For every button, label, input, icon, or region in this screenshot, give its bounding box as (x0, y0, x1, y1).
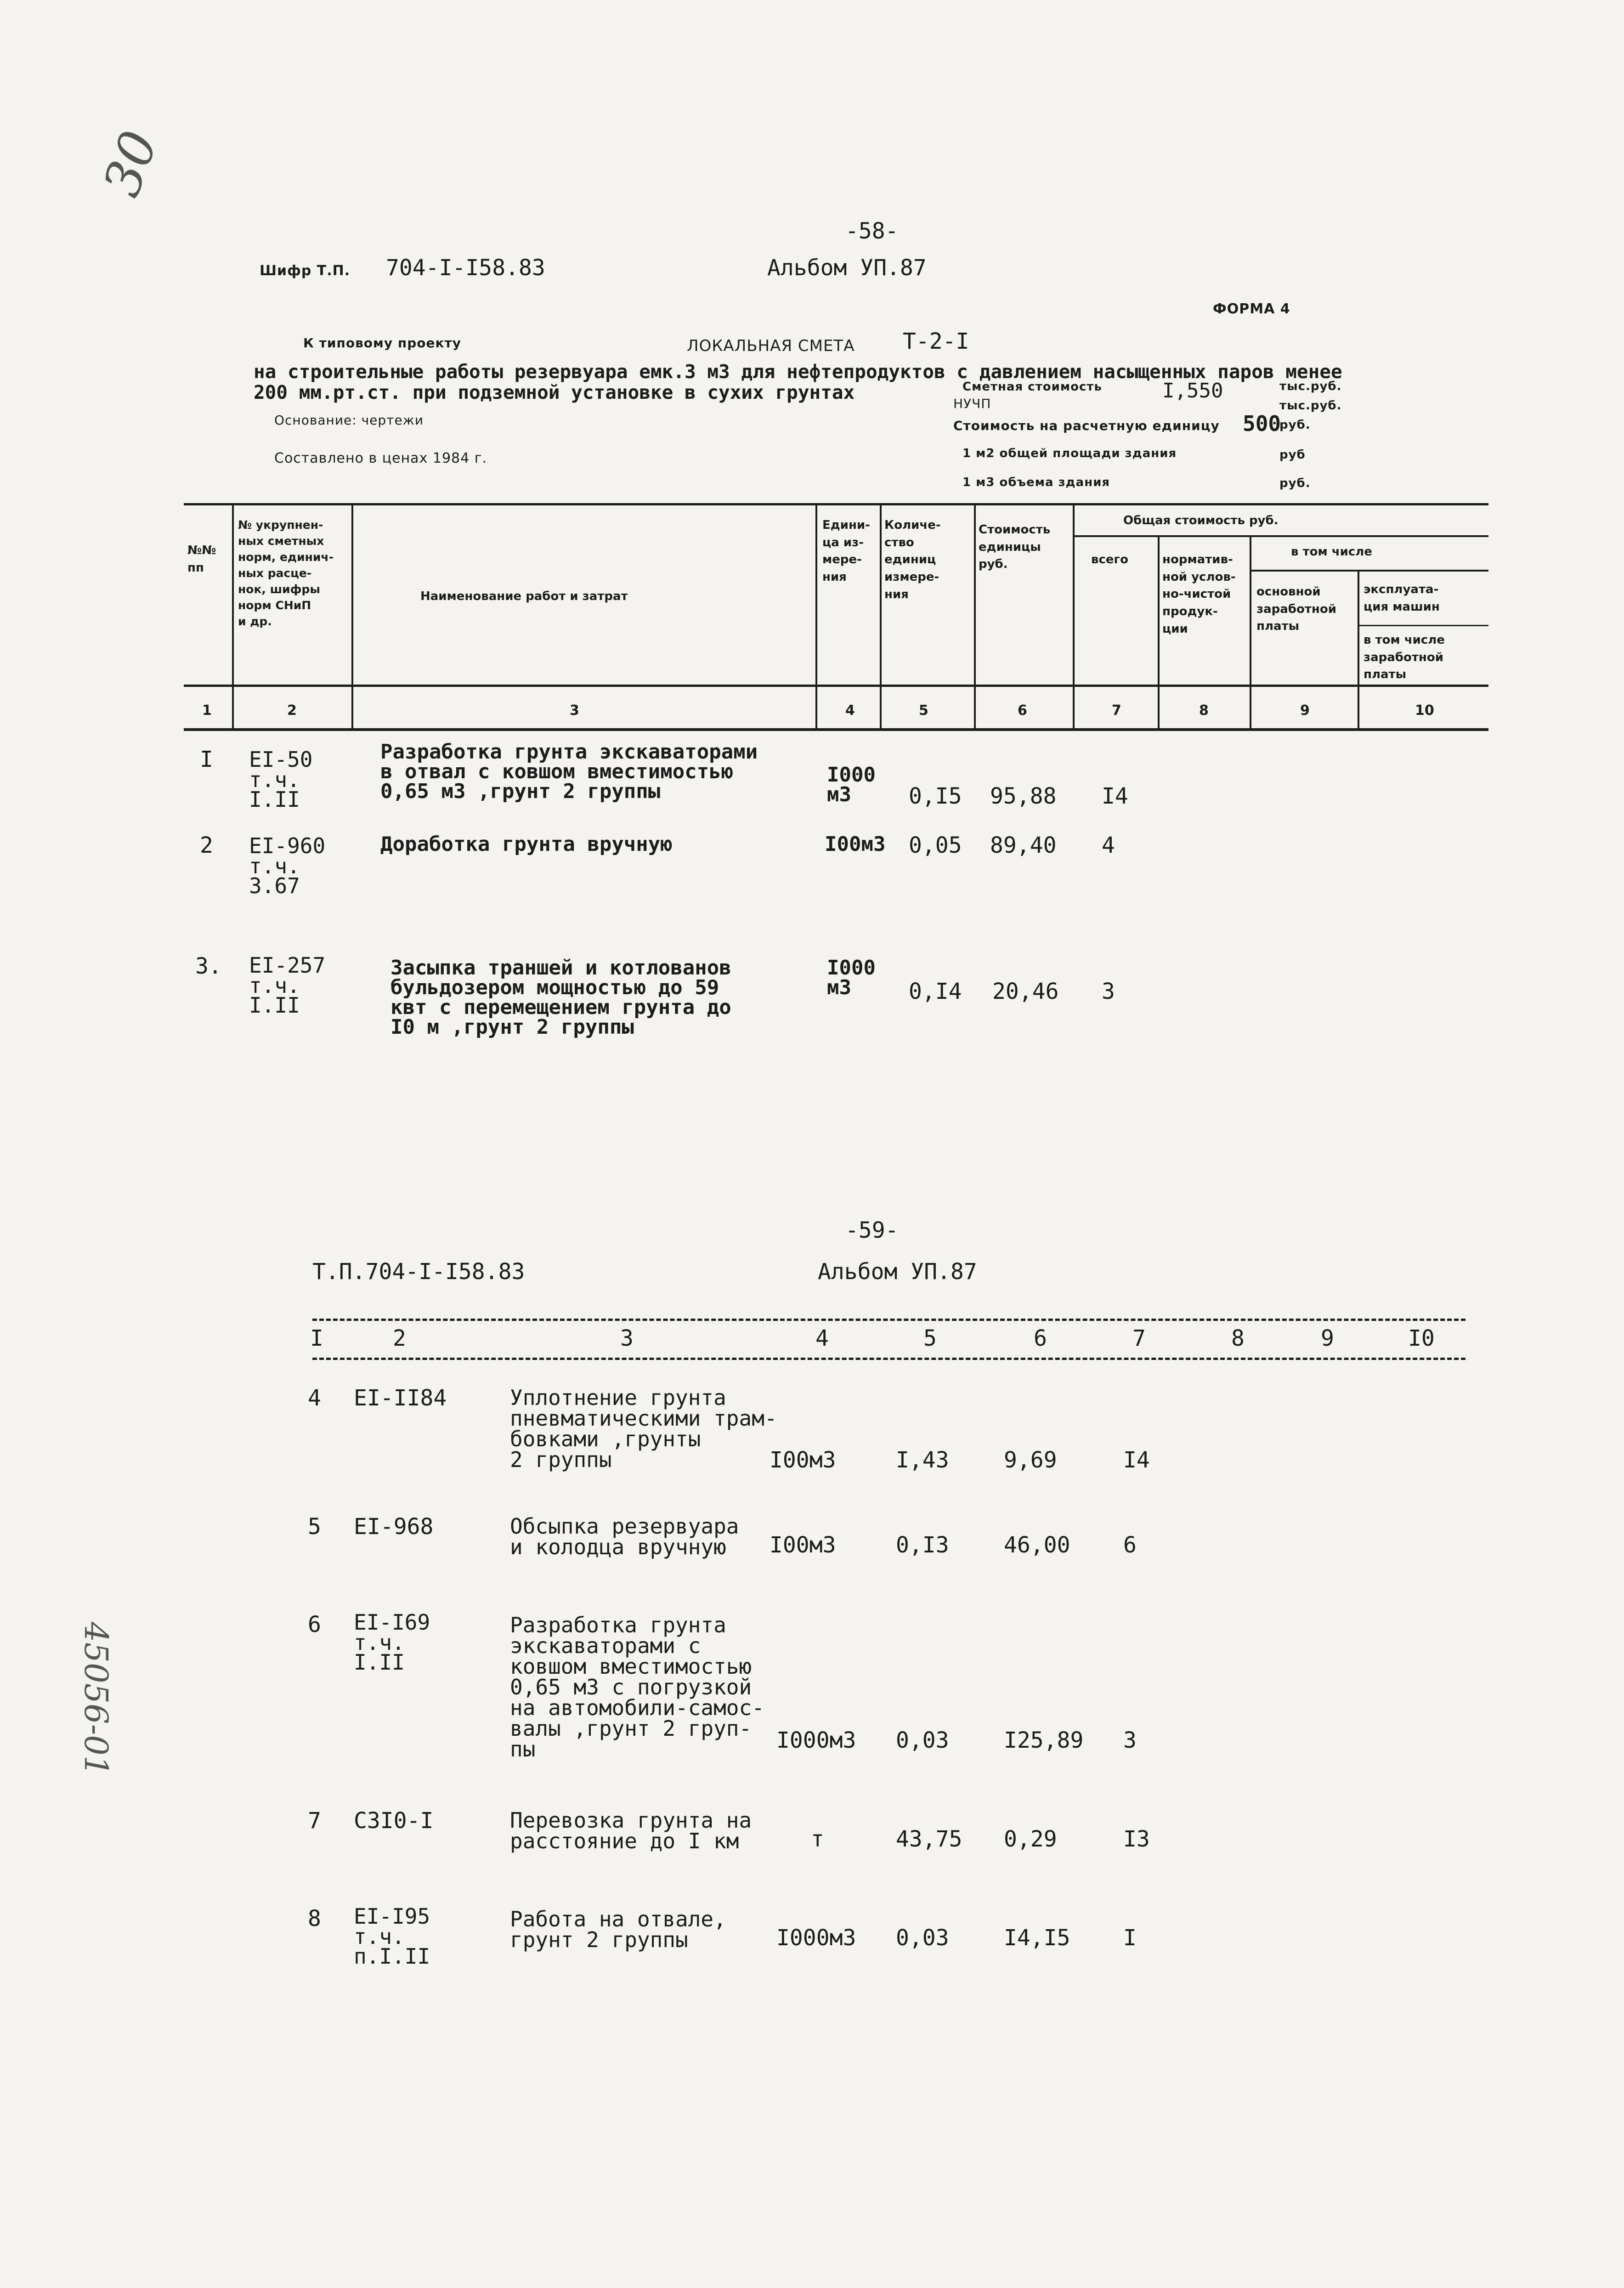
handwritten-sheet-number: 30 (92, 123, 170, 204)
col-number-5: 5 (919, 702, 928, 719)
col-number-5: 5 (923, 1325, 937, 1351)
form-number: ФОРМА 4 (1213, 301, 1290, 317)
col-number-1: I (310, 1325, 323, 1351)
row-total: 6 (1123, 1532, 1137, 1558)
to-project-label: К типовому проекту (303, 335, 462, 351)
row-quantity: 0,I3 (896, 1532, 949, 1558)
row-total: I4 (1102, 783, 1128, 809)
row-work-name: Работа на отвале, грунт 2 группы (510, 1907, 726, 1953)
estimate-cost-unit: тыс.руб. (1279, 379, 1342, 393)
estimate-cost-value: I,550 (1162, 379, 1223, 402)
row-code: EI-960 т.ч. 3.67 (249, 833, 326, 899)
header-total-cost: Общая стоимость руб. (1123, 514, 1279, 527)
row-unit-cost: 89,40 (990, 833, 1057, 858)
row-unit: I000м3 (776, 1925, 856, 1951)
nuchp-unit: тыс.руб. (1279, 399, 1342, 413)
doc-code: Т-2-I (903, 328, 969, 354)
row-unit-cost: I4,I5 (1004, 1925, 1070, 1951)
page-number-59: -59- (845, 1218, 899, 1243)
row-number: 5 (308, 1514, 321, 1540)
row-code: EI-I95 т.ч. п.I.II (354, 1904, 430, 1969)
estimate-cost-label: Сметная стоимость (962, 380, 1102, 394)
row-number: 7 (308, 1808, 321, 1834)
header-basic-wages: основной заработной платы (1256, 585, 1336, 634)
col-number-4: 4 (845, 702, 855, 719)
row-quantity: 43,75 (896, 1826, 962, 1852)
row-unit: I00м3 (770, 1532, 836, 1558)
row-quantity: 0,03 (896, 1727, 949, 1753)
col-number-6: 6 (1018, 702, 1027, 719)
volume-label: 1 м3 объема здания (962, 476, 1110, 489)
header-including: в том числе (1291, 545, 1372, 559)
row-quantity: 0,I5 (909, 783, 962, 809)
row-number: 2 (200, 833, 213, 858)
row-quantity: 0,03 (896, 1925, 949, 1951)
row-unit-cost: I25,89 (1004, 1727, 1084, 1753)
row-unit: I00м3 (825, 833, 886, 856)
row-code: С3I0-I (354, 1808, 434, 1834)
row-code: EI-II84 (354, 1385, 447, 1411)
row-work-name: Засыпка траншей и котлованов бульдозером мощностью до 59 квт с перемещением грунта до I0 м ,грунт 2 группы (390, 956, 731, 1039)
col-number-3: 3 (620, 1325, 634, 1351)
row-quantity: 0,I4 (909, 979, 962, 1004)
col-number-2: 2 (287, 702, 297, 719)
col-number-7: 7 (1132, 1325, 1146, 1351)
row-unit: I000м3 (776, 1727, 856, 1753)
row-work-name: Обсыпка резервуара и колодца вручную (510, 1514, 739, 1560)
header-machine-wages: в том числе заработной платы (1364, 633, 1445, 682)
unit-cost-unit: руб. (1279, 418, 1311, 432)
row-work-name: Разработка грунта экскаваторами в отвал с ковшом вместимостью 0,65 м3 ,грунт 2 группы (380, 740, 758, 804)
dashed-rule-bottom (312, 1358, 1466, 1360)
area-label: 1 м2 общей площади здания (962, 447, 1177, 460)
row-number: I (200, 747, 213, 772)
area-unit: руб (1279, 448, 1306, 462)
row-total: 3 (1102, 979, 1115, 1004)
basis-label: Основание: чертежи (274, 413, 424, 428)
row-number: 3. (195, 953, 222, 979)
row-quantity: I,43 (896, 1447, 949, 1473)
col-number-6: 6 (1034, 1325, 1047, 1351)
doc-title-line1: на строительные работы резервуара емк.3 м3 для нефтепродуктов с давлением насыщенных паров менее (254, 361, 1342, 383)
row-unit: т (811, 1826, 824, 1852)
header-quantity: Количе- ство единиц измере- ния (884, 518, 941, 601)
header-machine-operation: эксплуата- ция машин (1364, 583, 1440, 614)
row-work-name: Перевозка грунта на расстояние до I км (510, 1808, 752, 1854)
row-total: I (1123, 1925, 1137, 1951)
row-quantity: 0,05 (909, 833, 962, 858)
col-number-9: 9 (1300, 702, 1310, 719)
row-unit-cost: 20,46 (992, 979, 1059, 1004)
row-unit-cost: 0,29 (1004, 1826, 1057, 1852)
header-unit-cost: Стоимость единицы руб. (979, 523, 1051, 572)
estimate-table-header (184, 503, 1488, 733)
header-unit: Едини- ца из- мере- ния (822, 518, 870, 584)
col-number-10: 10 (1415, 702, 1434, 719)
col-number-7: 7 (1112, 702, 1121, 719)
header-row-number: №№ пп (187, 544, 216, 575)
row-work-name: Доработка грунта вручную (380, 833, 673, 856)
col-number-2: 2 (393, 1325, 406, 1351)
row-work-name: Разработка грунта экскаваторами с ковшом вместимостью 0,65 м3 с погрузкой на автомобили-самос- валы ,грунт 2 груп- пы (510, 1613, 764, 1762)
page-number-58: -58- (845, 218, 899, 244)
row-work-name: Уплотнение грунта пневматическими трам- бовками ,грунты 2 группы (510, 1385, 777, 1472)
nuchp-label: НУЧП (953, 396, 991, 411)
row-unit-cost: 95,88 (990, 783, 1057, 809)
header-norm-code: № укрупнен- ных сметных норм, единич- ных расце- нок, шифры норм СНиП и др. (238, 518, 334, 628)
cipher-value: 704-I-I58.83 (386, 255, 545, 281)
header-net-production: норматив- ной услов- но-чистой продук- ции (1162, 553, 1236, 636)
doc-type: ЛОКАЛЬНАЯ СМЕТА (687, 337, 855, 355)
col-number-4: 4 (815, 1325, 829, 1351)
header-total: всего (1091, 553, 1128, 566)
col-number-8: 8 (1231, 1325, 1245, 1351)
unit-cost-label: Стоимость на расчетную единицу (953, 418, 1220, 433)
col-number-3: 3 (570, 702, 579, 719)
doc-title-line2: 200 мм.рт.ст. при подземной установке в сухих грунтах (254, 381, 855, 403)
col-number-10: I0 (1408, 1325, 1435, 1351)
row-number: 4 (308, 1385, 321, 1411)
compiled-label: Составлено в ценах 1984 г. (274, 450, 487, 466)
row-total: I4 (1123, 1447, 1150, 1473)
col-number-8: 8 (1199, 702, 1209, 719)
row-unit: I000 м3 (827, 763, 876, 807)
row-code: EI-I69 т.ч. I.II (354, 1610, 430, 1675)
row-total: I3 (1123, 1826, 1150, 1852)
row-code: EI-50 т.ч. I.II (249, 747, 313, 812)
cipher-label: Шифр Т.П. (260, 263, 351, 279)
row-number: 8 (308, 1906, 321, 1931)
row-code: EI-257 т.ч. I.II (249, 953, 326, 1018)
row-code: EI-968 (354, 1514, 434, 1540)
album-label: Альбом УП.87 (767, 255, 927, 281)
volume-unit: руб. (1279, 476, 1311, 490)
row-unit-cost: 46,00 (1004, 1532, 1070, 1558)
row-unit-cost: 9,69 (1004, 1447, 1057, 1473)
row-total: 3 (1123, 1727, 1137, 1753)
col-number-9: 9 (1321, 1325, 1334, 1351)
header-work-name: Наименование работ и затрат (420, 589, 628, 603)
handwritten-inventory-number: 45056-01 (77, 1622, 115, 1776)
row-number: 6 (308, 1612, 321, 1637)
row-unit: I000 м3 (827, 956, 876, 1000)
row-unit: I00м3 (770, 1447, 836, 1473)
album-label-page2: Альбом УП.87 (818, 1259, 977, 1285)
col-number-1: 1 (202, 702, 212, 719)
row-total: 4 (1102, 833, 1115, 858)
cipher-value-page2: Т.П.704-I-I58.83 (312, 1259, 525, 1285)
dashed-rule-top (312, 1319, 1466, 1321)
unit-cost-value: 500 (1243, 411, 1281, 436)
